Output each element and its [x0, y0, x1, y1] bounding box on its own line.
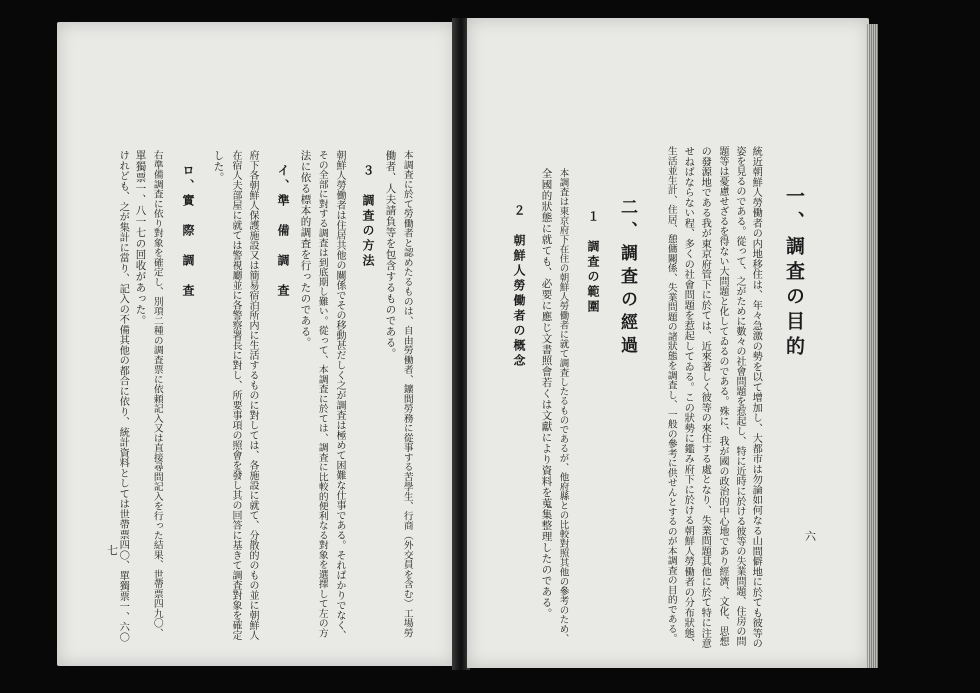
right-page [467, 18, 869, 668]
left-page [57, 22, 455, 666]
right-subheading-concept: ２ 朝鮮人勞働者の概念 [512, 204, 526, 369]
left-para3-line2: 在宿人夫部屋に就ては警視廳並に各警察署長に對し、所要事項の照會を發し其の回答に基きて調査對象を確定 [230, 150, 241, 640]
right-para1-line6: 生活並生計、住居、憩傭關係、失業問題の諸狀態を調査し、一般の參考に供せんとするのが本調査の目的である。 [665, 146, 677, 644]
left-subheading-actual: ロ、實 際 調 査 [181, 164, 195, 299]
right-page-number: 六 [805, 530, 816, 543]
left-para3-line1: 府下各朝鮮人保護施設又は簡易宿泊所内に生活するものに對しては、各施設に就て、分散的のもの並に朝鮮人 [247, 150, 258, 640]
right-para1-line3: 題等は憂慮せざるを得ない大問題と化してゐるのである。殊に、我が國の政治的中心地であり經濟、文化、思想 [717, 146, 728, 646]
left-para4-line1: 右準備調査に依り對象を確定し、別項二種の調査票に依頼記入又は直接尋問記入を行った結果、世帶票四九〇、 [151, 150, 163, 638]
right-para1-line5: せねばならない程、多くの社會問題を惹起してゐる。この狀勢に鑑み府下に於ける朝鮮人勞働者の分布狀態、 [682, 146, 695, 649]
right-para2-line2: 全國的狀態に就ても、必要に應じ文書照會若くは文獻により資料を蒐集整理したのである。 [540, 168, 553, 619]
right-para1-line4: の發源地である我が東京府管下に於ては、近來著しく彼等の來住する處となり、失業問題其他に於て特に注意 [699, 146, 712, 649]
page-edges [866, 24, 878, 668]
right-para1-line1: 統近朝鮮人勞働者の内地移住は、年々急激の勢を以て增加し、大都市は勿論如何なる山間僻地に於ても彼等の [750, 146, 763, 649]
left-para2-line2: その全部に對する調査は到底期し難い。從って、本調査に於ては、調査に比較的便利なる對象を選擇して左の方 [316, 150, 328, 638]
left-para2-line3: 法に依る標本的調査を行ったのである。 [299, 150, 312, 348]
left-para3-line3: した。 [212, 150, 225, 183]
left-para1-line1: 本調査に於て勞働者と認めたるものは、自由勞働者、鑛間勞務に從事する苦學生、行商（外交員を含む）工場勞 [401, 150, 413, 638]
left-subheading-method: ３ 調査の方法 [361, 164, 375, 269]
right-para2-line1: 本調査は東京府下在住の朝鮮人勞働者に就て調査したるものであるが、他府縣との比較對照其他の參考のため、 [557, 168, 569, 643]
left-para4-line2: 單獨票一、八一七の回收があった。 [134, 150, 147, 326]
left-para1-line2: 働者、人夫請負等を包含するものである。 [384, 150, 397, 359]
right-heading-purpose: 一、調査の目的 [783, 186, 805, 361]
left-para4-line3: けれども、之が集計に當り、記入の不備其他の都合に依り、統計資料としては世帶票四〇、單獨票一、六〇 [117, 150, 130, 642]
right-subheading-scope: １ 調査の範圍 [586, 210, 600, 315]
left-para2-line1: 朝鮮人勞働者は住居共他の關係でその移動甚だしく之が調査は極めて困難な仕事である。それぱかりでなく、 [334, 150, 345, 640]
right-heading-progress: 二、調査の經過 [617, 198, 637, 359]
left-subheading-prep: イ、準 備 調 査 [276, 164, 290, 299]
right-para1-line2: 姿を見るのである。從って、之がために數々の社會問題を惹起し、特に近時に於ける彼等の失業問題、住房の問 [734, 146, 745, 646]
left-page-number: 七 [107, 544, 118, 557]
